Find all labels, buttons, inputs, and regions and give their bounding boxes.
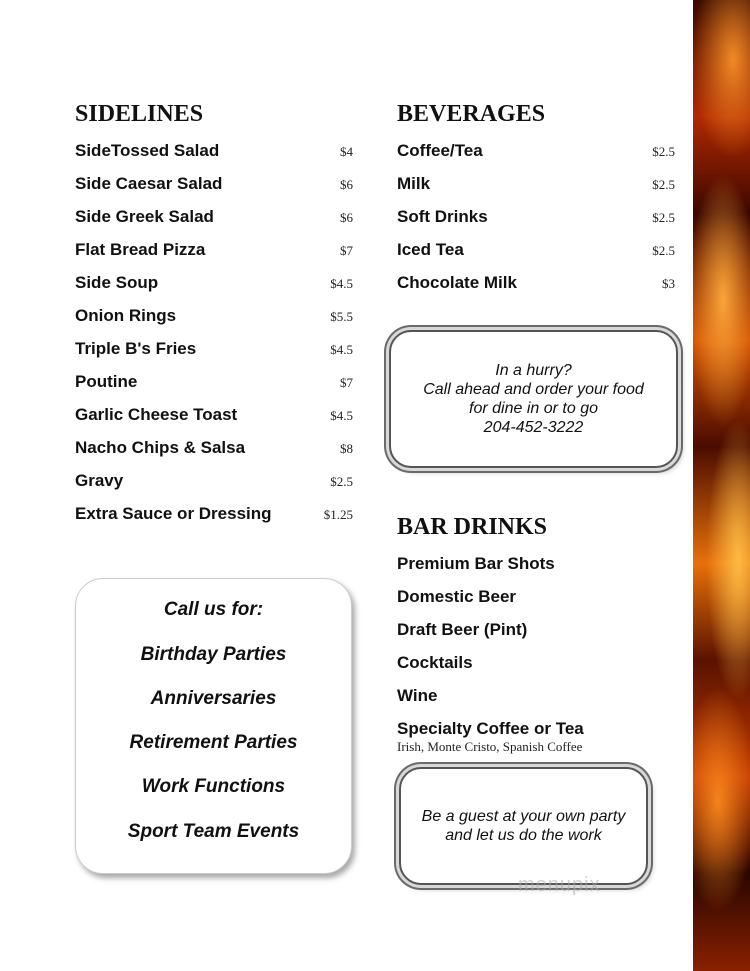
menu-row [397, 686, 675, 708]
menu-row [75, 438, 353, 460]
item-price: $4 [340, 144, 353, 159]
item-name: Soft Drinks [397, 207, 488, 226]
menu-row [397, 174, 675, 196]
event-item: Work Functions [141, 776, 286, 797]
item-price: $2.5 [652, 243, 675, 258]
item-name: Cocktails [397, 653, 473, 672]
menu-row [75, 273, 353, 295]
item-name: Side Soup [75, 273, 159, 292]
item-name: Specialty Coffee or Tea [397, 719, 584, 738]
item-name: Nacho Chips & Salsa [75, 438, 246, 457]
phone-number: 204-452-3222 [483, 419, 584, 436]
callout-line: In a hurry? [495, 362, 572, 379]
menu-row [397, 240, 675, 262]
callout-line: Call ahead and order your food [423, 381, 644, 398]
sidelines-heading: SIDELINES [75, 101, 204, 127]
callout-line: for dine in or to go [469, 400, 598, 417]
item-price: $4.5 [330, 342, 353, 357]
item-name: Poutine [75, 372, 138, 391]
item-name: Triple B's Fries [75, 339, 197, 358]
menu-row [397, 620, 675, 642]
item-price: $4.5 [330, 276, 353, 291]
callout-line: and let us do the work [445, 827, 602, 844]
menu-row [75, 504, 353, 526]
menu-row [75, 306, 353, 328]
event-item: Anniversaries [150, 688, 277, 709]
item-name: Side Caesar Salad [75, 174, 223, 193]
item-name: Draft Beer (Pint) [397, 620, 528, 639]
item-name: Milk [397, 174, 431, 193]
item-name: Extra Sauce or Dressing [75, 504, 272, 523]
menu-row [397, 207, 675, 229]
menu-row [75, 240, 353, 262]
flame-border-image [693, 0, 750, 971]
callout-line: Be a guest at your own party [421, 808, 626, 825]
item-price: $1.25 [323, 507, 353, 522]
call-us-title: Call us for: [163, 599, 264, 620]
item-price: $2.5 [652, 210, 675, 225]
menu-row [75, 471, 353, 493]
item-name: Garlic Cheese Toast [75, 405, 238, 424]
item-price: $7 [340, 375, 353, 390]
menu-row [397, 587, 675, 609]
item-price: $7 [340, 243, 353, 258]
item-name: Wine [397, 686, 438, 705]
menu-row [397, 653, 675, 675]
menu-row [75, 207, 353, 229]
item-name: Iced Tea [397, 240, 464, 259]
menu-row [75, 141, 353, 163]
item-name: Flat Bread Pizza [75, 240, 206, 259]
item-name: Coffee/Tea [397, 141, 483, 160]
beverages-heading: BEVERAGES [397, 101, 546, 127]
menu-row [397, 719, 675, 741]
event-item: Sport Team Events [127, 821, 300, 842]
menu-row [75, 174, 353, 196]
bar-drinks-heading: BAR DRINKS [397, 514, 548, 540]
item-price: $4.5 [330, 408, 353, 423]
item-price: $2.5 [330, 474, 353, 489]
item-price: $2.5 [652, 144, 675, 159]
item-name: Gravy [75, 471, 124, 490]
menu-row [75, 405, 353, 427]
item-note: Irish, Monte Cristo, Spanish Coffee [397, 739, 583, 754]
item-name: SideTossed Salad [75, 141, 220, 160]
item-price: $5.5 [330, 309, 353, 324]
event-item: Retirement Parties [129, 732, 298, 753]
item-name: Onion Rings [75, 306, 177, 325]
item-price: $8 [340, 441, 353, 456]
menu-row [75, 339, 353, 361]
menu-row [397, 554, 675, 576]
watermark-logo: menupix [518, 874, 601, 896]
item-price: $2.5 [652, 177, 675, 192]
item-price: $3 [662, 276, 675, 291]
item-name: Chocolate Milk [397, 273, 517, 292]
item-name: Premium Bar Shots [397, 554, 555, 573]
call-us-box [75, 578, 352, 874]
item-name: Side Greek Salad [75, 207, 214, 226]
menu-row [75, 372, 353, 394]
event-item: Birthday Parties [140, 644, 287, 665]
item-price: $6 [340, 177, 353, 192]
call-ahead-callout [389, 330, 678, 468]
item-price: $6 [340, 210, 353, 225]
menu-row [397, 273, 675, 295]
menu-row [397, 141, 675, 163]
item-name: Domestic Beer [397, 587, 517, 606]
guest-callout [399, 767, 648, 885]
